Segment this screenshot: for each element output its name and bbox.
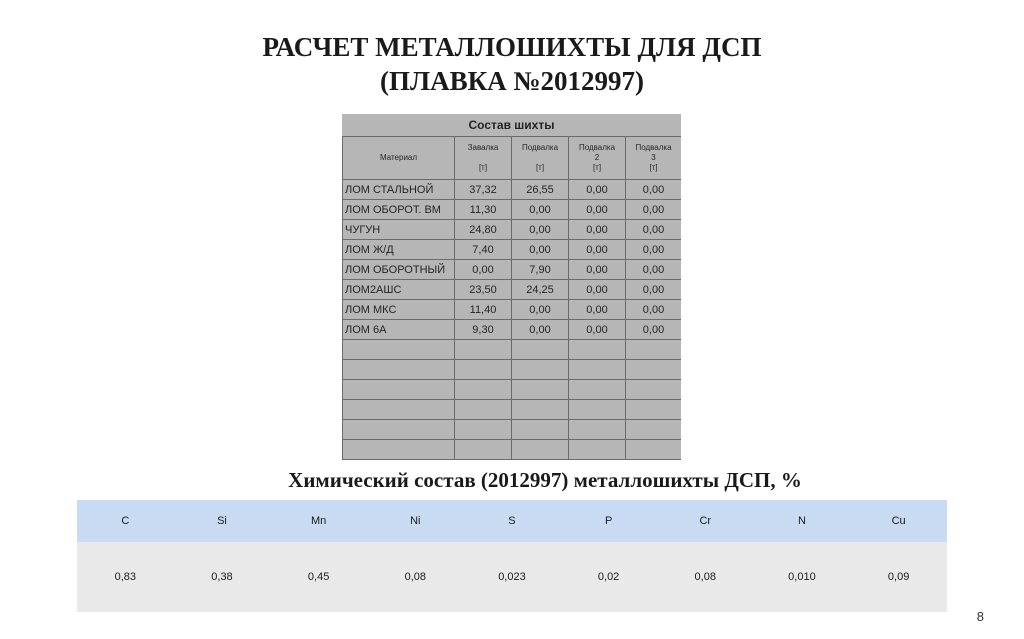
- cell-value: 0,00: [569, 260, 626, 280]
- cell-value: 0,00: [626, 280, 682, 300]
- element-header: Ni: [367, 500, 464, 542]
- title-line-1: РАСЧЕТ МЕТАЛЛОШИХТЫ ДЛЯ ДСП: [262, 32, 762, 62]
- cell-value: 0,00: [626, 200, 682, 220]
- cell-value: 0,00: [569, 200, 626, 220]
- cell-value: 0,00: [569, 320, 626, 340]
- cell-value: 0,00: [626, 180, 682, 200]
- empty-row: [343, 380, 682, 400]
- cell-value: 0,00: [569, 300, 626, 320]
- chemistry-table: [77, 500, 947, 612]
- element-header: Mn: [270, 500, 367, 542]
- cell-value: 0,00: [626, 220, 682, 240]
- cell-value: 11,30: [455, 200, 512, 220]
- table-row: [343, 320, 682, 340]
- empty-row: [343, 440, 682, 460]
- cell-material: ЛОМ МКС: [343, 300, 455, 320]
- cell-value: 0,00: [626, 320, 682, 340]
- cell-material: ЛОМ ОБОРОТ. ВМ: [343, 200, 455, 220]
- cell-value: 0,00: [626, 240, 682, 260]
- element-header: S: [464, 500, 561, 542]
- header-col4: Подвалка 3 [т]: [626, 137, 682, 180]
- element-value: 0,023: [464, 542, 561, 612]
- cell-value: 23,50: [455, 280, 512, 300]
- cell-value: 0,00: [569, 240, 626, 260]
- cell-value: 24,25: [512, 280, 569, 300]
- page-number: 8: [976, 609, 984, 624]
- chemistry-header-row: [77, 500, 947, 542]
- header-col2: Подвалка [т]: [512, 137, 569, 180]
- header-col1: Завалка [т]: [455, 137, 512, 180]
- cell-value: 7,40: [455, 240, 512, 260]
- empty-row: [343, 340, 682, 360]
- element-value: 0,38: [174, 542, 271, 612]
- empty-row: [343, 360, 682, 380]
- table-row: [343, 260, 682, 280]
- charge-table: [342, 136, 681, 460]
- element-header: Si: [174, 500, 271, 542]
- cell-value: 0,00: [455, 260, 512, 280]
- empty-row: [343, 400, 682, 420]
- element-value: 0,45: [270, 542, 367, 612]
- element-value: 0,02: [560, 542, 657, 612]
- element-value: 0,09: [850, 542, 947, 612]
- cell-value: 0,00: [569, 280, 626, 300]
- table-row: [343, 300, 682, 320]
- cell-value: 0,00: [512, 320, 569, 340]
- total-row: [343, 460, 682, 461]
- charge-table-photo: [342, 114, 681, 460]
- table-row: [343, 180, 682, 200]
- empty-row: [343, 420, 682, 440]
- cell-value: 24,80: [455, 220, 512, 240]
- cell-value: 26,55: [512, 180, 569, 200]
- cell-material: ЧУГУН: [343, 220, 455, 240]
- table-row: [343, 280, 682, 300]
- slide-title: [0, 30, 1024, 98]
- cell-value: 7,90: [512, 260, 569, 280]
- cell-material: ЛОМ2АШС: [343, 280, 455, 300]
- cell-value: 0,00: [512, 220, 569, 240]
- total-value: [512, 460, 569, 461]
- element-header: N: [754, 500, 851, 542]
- header-material: Материал: [343, 137, 455, 180]
- table-row: [343, 200, 682, 220]
- cell-material: ЛОМ СТАЛЬНОЙ: [343, 180, 455, 200]
- element-value: 0,08: [657, 542, 754, 612]
- cell-value: 37,32: [455, 180, 512, 200]
- cell-material: ЛОМ 6А: [343, 320, 455, 340]
- element-header: Cu: [850, 500, 947, 542]
- table-row: [343, 240, 682, 260]
- total-label: [343, 460, 455, 461]
- cell-value: 0,00: [569, 180, 626, 200]
- cell-value: 0,00: [512, 240, 569, 260]
- title-line-2: (ПЛАВКА №2012997): [379, 66, 645, 96]
- cell-value: 0,00: [626, 300, 682, 320]
- element-value: 0,08: [367, 542, 464, 612]
- cell-value: 0,00: [569, 220, 626, 240]
- element-value: 0,83: [77, 542, 174, 612]
- element-header: Cr: [657, 500, 754, 542]
- total-value: [455, 460, 512, 461]
- chemistry-value-row: [77, 542, 947, 612]
- cell-material: ЛОМ Ж/Д: [343, 240, 455, 260]
- cell-value: 9,30: [455, 320, 512, 340]
- element-header: C: [77, 500, 174, 542]
- table-row: [343, 220, 682, 240]
- cell-value: 0,00: [512, 300, 569, 320]
- cell-material: ЛОМ ОБОРОТНЫЙ: [343, 260, 455, 280]
- charge-table-header-row: [343, 137, 682, 180]
- header-col3: Подвалка 2 [т]: [569, 137, 626, 180]
- cell-value: 11,40: [455, 300, 512, 320]
- cell-value: 0,00: [626, 260, 682, 280]
- cell-value: 0,00: [512, 200, 569, 220]
- charge-table-title: Состав шихты: [468, 118, 555, 132]
- chemistry-title: Химический состав (2012997) металлошихты ДСП, %: [288, 468, 802, 492]
- element-header: P: [560, 500, 657, 542]
- element-value: 0,010: [754, 542, 851, 612]
